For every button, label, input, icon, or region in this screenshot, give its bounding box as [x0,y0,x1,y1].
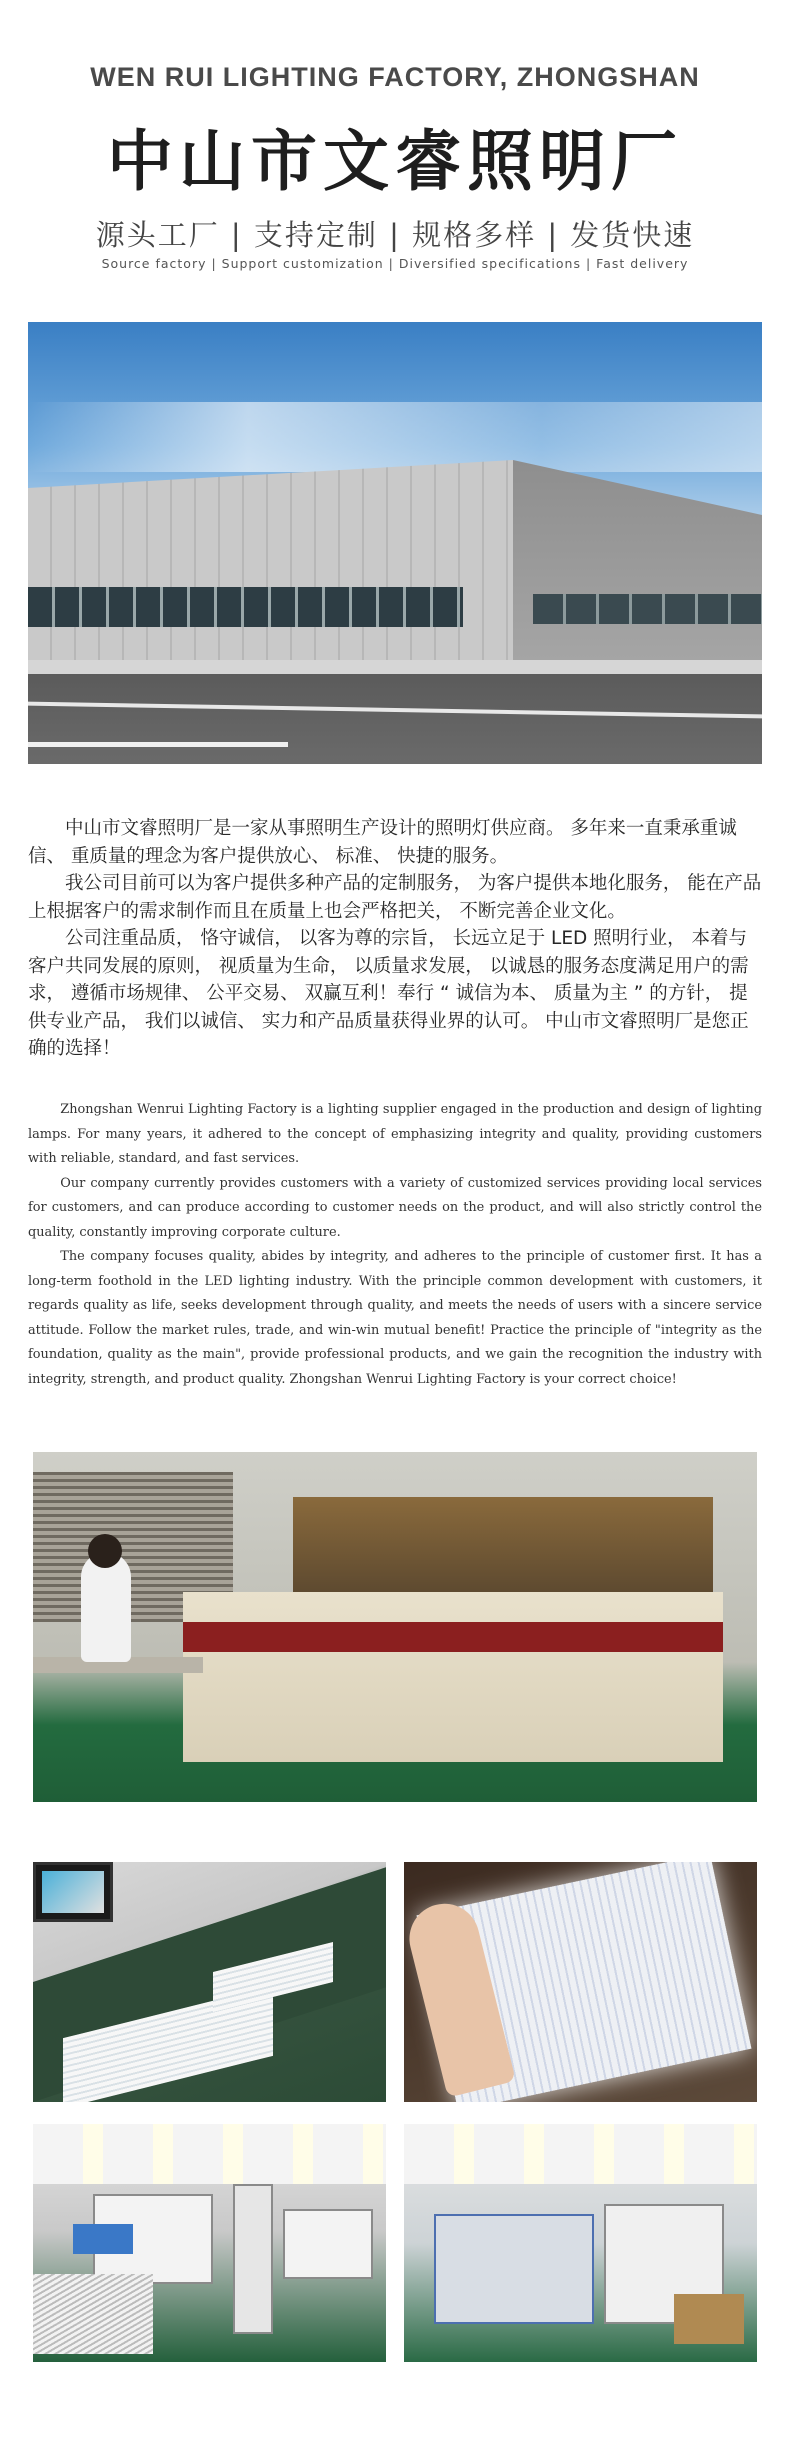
building-side-wall [513,460,762,660]
sky [28,402,762,472]
building-side-windows [533,594,762,624]
company-intro-en [28,1098,762,1392]
cardboard-boxes [674,2294,744,2344]
intro-cn-paragraph: 公司注重品质， 恪守诚信， 以客为尊的宗旨， 长远立足于 LED 照明行业， 本着与客户共同发展的原则， 视质量为生命， 以质量求发展， 以诚恳的服务态度满足用户的需求， 遵循市场规律、 公平交易、 双赢互利！奉行 “ 诚信为本、 质量为主 ” 的方针， 提供专业产品， 我们以诚信、 实力和产品质量获得业界的认可。 中山市文睿照明厂是您正确的选择！ [28,928,749,1059]
monitor [33,1862,113,1922]
intro-en-paragraph: The company focuses quality, abides by integrity, and adheres to the principle of customer first. It has a long-term foothold in the LED lighting industry. With the principle common development with customers, it regards quality as life, seeks development through quality, and meets the needs of users with a sincere service attitude. Follow the market rules, trade, and win-win mutual benefit! Practice the principle of "integrity as the foundation, quality as the main", provide professional products, and we gain the recognition the industry with integrity, strength, and product quality. Zhongshan Wenrui Lighting Factory is your correct choice! [28,1249,762,1387]
machine-cover [293,1497,713,1592]
smt-workshop-photo [404,2124,757,2362]
factory-building-photo [28,322,762,764]
smt-machine-photo [33,1452,757,1802]
building-front-wall [28,460,513,660]
road-marking [28,742,288,747]
equipment-column [233,2184,273,2334]
page-header [0,0,790,300]
strip-coil [33,2274,153,2354]
machine-body [183,1592,723,1762]
intro-en-paragraph: Our company currently provides customers with a variety of customized services providing local services for customers, and can produce according to customer needs on the product, and will also strictly control the quality, constantly improving corporate culture. [28,1175,762,1240]
company-intro-cn [28,815,762,1063]
ceiling-lights [404,2124,757,2184]
worker [81,1552,131,1662]
machine-stripe [183,1622,723,1652]
ceiling-lights [33,2124,386,2184]
slogan-cn: 源头工厂 | 支持定制 | 规格多样 | 发货快速 [95,218,695,252]
workshop-equipment-photo [33,2124,386,2362]
worker-head [88,1534,122,1568]
led-testing-photo [404,1862,757,2102]
slogan-en: Source factory | Support customization | Diversified specifications | Fast delivery [101,256,689,271]
factory-name-cn: 中山市文睿照明厂 [107,123,683,200]
intro-cn-paragraph: 我公司目前可以为客户提供多种产品的定制服务， 为客户提供本地化服务， 能在产品上根据客户的需求制作而且在质量上也会严格把关， 不断完善企业文化。 [28,873,762,922]
assembly-line-photo [33,1862,386,2102]
factory-name-en: WEN RUI LIGHTING FACTORY, ZHONGSHAN [90,62,700,92]
machine-panel [73,2224,133,2254]
production-machine [283,2209,373,2279]
intro-cn-paragraph: 中山市文睿照明厂是一家从事照明生产设计的照明灯供应商。 多年来一直秉承重诚信、 重质量的理念为客户提供放心、 标准、 快捷的服务。 [28,818,737,867]
intro-en-paragraph: Zhongshan Wenrui Lighting Factory is a lighting supplier engaged in the production and design of lighting lamps. For many years, it adhered to the concept of emphasizing integrity and quality, providing customers with reliable, standard, and fast services. [28,1102,762,1166]
building-windows [28,587,463,627]
smt-machine [434,2214,594,2324]
